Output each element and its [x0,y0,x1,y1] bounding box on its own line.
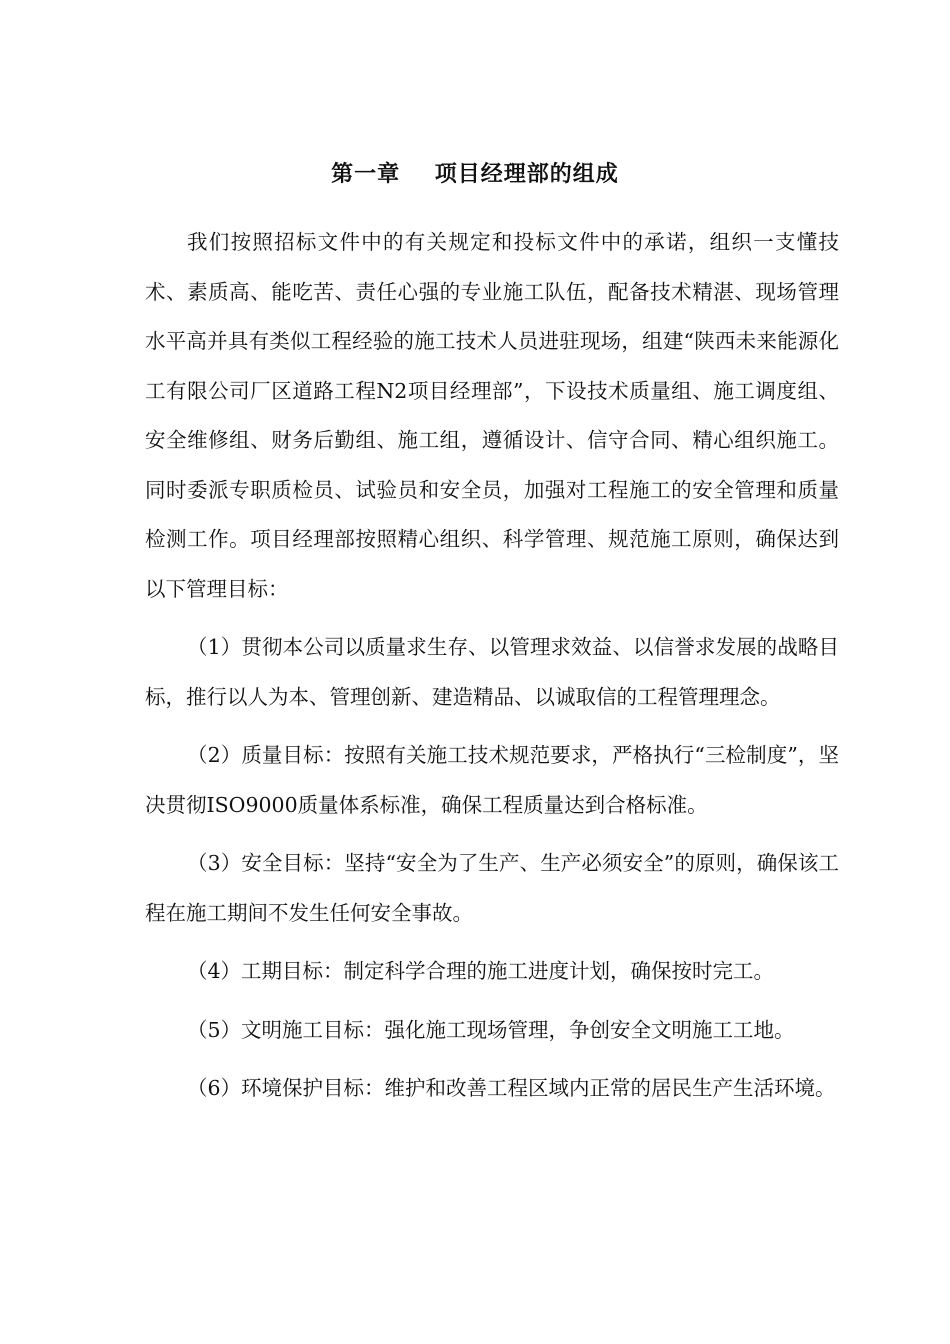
intro-paragraph: 我们按照招标文件中的有关规定和投标文件中的承诺，组织一支懂技术、素质高、能吃苦、责任心强的专业施工队伍，配备技术精湛、现场管理水平高并具有类似工程经验的施工技术人员进驻现场，组建“陕西未来能源化工有限公司厂区道路工程N2项目经理部”，下设技术质量组、施工调度组、安全维修组、财务后勤组、施工组，遵循设计、信守合同、精心组织施工。同时委派专职质检员、试验员和安全员，加强对工程施工的安全管理和质量检测工作。项目经理部按照精心组织、科学管理、规范施工原则，确保达到以下管理目标： [145,230,839,601]
goal-paragraph-2: （2）质量目标：按照有关施工技术规范要求，严格执行“三检制度”，坚决贯彻ISO9000质量体系标准，确保工程质量达到合格标准。 [145,743,839,817]
body-text [145,218,839,1114]
goal-paragraph-3: （3）安全目标：坚持“安全为了生产、生产必须安全”的原则，确保该工程在施工期间不发生任何安全事故。 [145,851,839,925]
goal-paragraph-5: （5）文明施工目标：强化施工现场管理，争创安全文明施工工地。 [187,1017,795,1042]
goal-paragraph-6: （6）环境保护目标：维护和改善工程区域内正常的居民生产生活环境。 [187,1076,836,1100]
chapter-title: 第一章 项目经理部的组成 [331,162,619,187]
goal-paragraph-1: （1）贯彻本公司以质量求生存、以管理求效益、以信誉求发展的战略目标，推行以人为本、管理创新、建造精品、以诚取信的工程管理理念。 [145,635,839,709]
goal-paragraph-4: （4）工期目标：制定科学合理的施工进度计划，确保按时完工。 [187,959,775,983]
